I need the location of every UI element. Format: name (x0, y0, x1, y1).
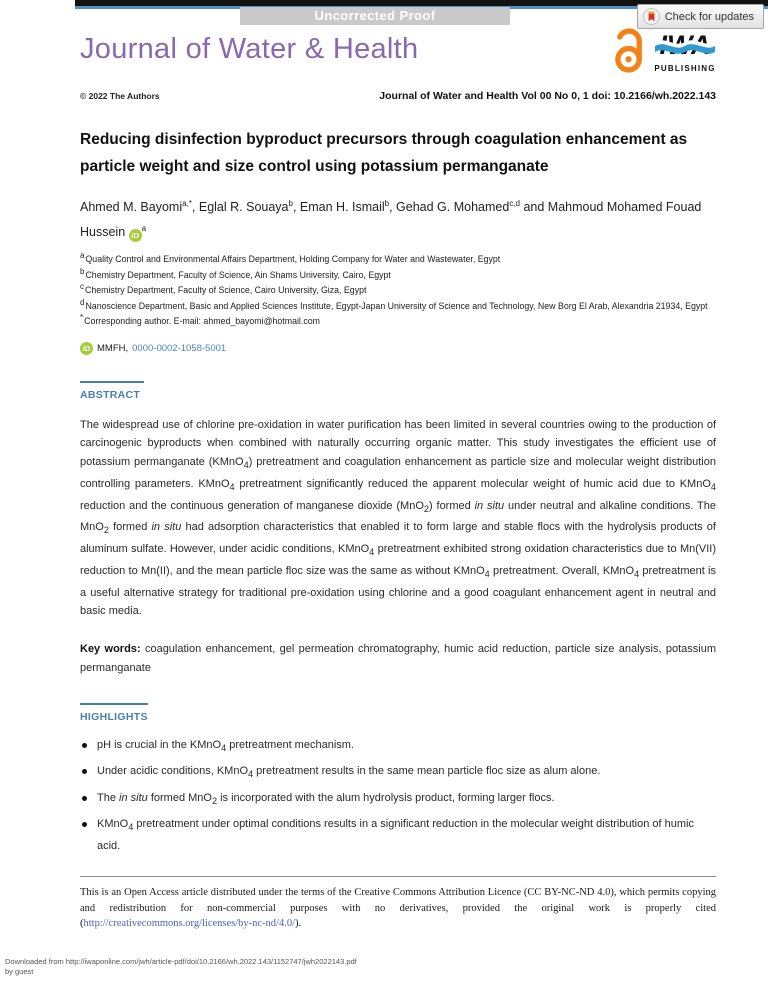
highlight-text: KMnO$_4$ pretreatment under optimal conditions results in a significant reduction in the molecular weight distribution of humic acid. (97, 817, 694, 852)
orcid-icon-label: iD (82, 343, 91, 353)
footer-divider (80, 876, 716, 877)
affiliation-sup: * (80, 313, 84, 323)
journal-title: Journal of Water & Health (80, 33, 419, 65)
keywords-line (80, 640, 716, 677)
publisher-logos (613, 28, 716, 78)
check-for-updates-button[interactable] (637, 4, 764, 29)
authors-names: Ahmed M. Bayomi$^{a,*}$, Eglal R. Souaya$^b$, Eman H. Ismail$^b$, Gehad G. Mohamed$^{c,d}$ and Mahmoud Mohamed Fouad Hussein (80, 199, 702, 240)
highlights-heading: HIGHLIGHTS (80, 703, 148, 723)
authors-line (80, 193, 716, 243)
keywords-label: Key words: (80, 642, 141, 655)
bullet-icon (82, 769, 87, 774)
affiliation-item (80, 312, 716, 328)
highlight-text: pH is crucial in the KMnO$_4$ pretreatment mechanism. (97, 739, 354, 754)
affiliation-item (80, 297, 716, 313)
copyright-row (80, 90, 716, 102)
keywords-text: coagulation enhancement, gel permeation chromatography, humic acid reduction, particle size analysis, potassium permanganate (80, 642, 717, 674)
abstract-section (80, 381, 716, 677)
affiliation-text: Chemistry Department, Faculty of Science, Ain Shams University, Cairo, Egypt (85, 269, 391, 280)
uncorrected-proof-banner: Uncorrected Proof (240, 7, 510, 25)
affiliation-item (80, 250, 716, 266)
orcid-id-link[interactable]: 0000-0002-1058-5001 (132, 342, 227, 354)
affiliation-text: Nanoscience Department, Basic and Applied Sciences Institute, Egypt-Japan University of Science and Technology, New Borg El Arab, Alexandria 21934, Egypt (85, 300, 708, 311)
orcid-initials: MMFH, (97, 342, 129, 354)
article-title: Reducing disinfection byproduct precursors through coagulation enhancement as particle weight and size control using potassium permanganate (80, 131, 688, 175)
download-url: Downloaded from http://iwaponline.com/jwh/article-pdf/doi/10.2166/wh.2022.143/1152747/jwh2022143.pdf (5, 957, 357, 966)
download-watermark (5, 957, 357, 976)
affiliation-text: Quality Control and Environmental Affairs Department, Holding Company for Water and Wastewater, Egypt (85, 254, 501, 265)
abstract-heading: ABSTRACT (80, 381, 144, 401)
highlight-text: The in situ formed MnO$_2$ is incorporated with the alum hydrolysis product, forming larger flocs. (97, 791, 555, 806)
copyright-notice: © 2022 The Authors (80, 91, 160, 101)
iwa-publishing-logo (654, 28, 716, 78)
download-by: by guest (5, 966, 34, 976)
affiliation-item (80, 281, 716, 297)
crossmark-icon (643, 8, 660, 25)
highlight-text: Under acidic conditions, KMnO$_4$ pretreatment results in the same mean particle floc size as alum alone. (97, 765, 601, 780)
iwa-logo-subtext: PUBLISHING (654, 64, 716, 73)
highlight-item (80, 789, 716, 811)
highlights-section (80, 703, 716, 856)
affiliations-list (80, 250, 716, 328)
highlight-item (80, 736, 716, 758)
license-text: This is an Open Access article distributed under the terms of the Creative Commons Attribution Licence (CC BY-NC-ND 4.0), which permits copying and redistribution for non-commercial purposes with no derivatives, provided the original work is properly cited ( (80, 887, 716, 929)
affiliation-sup: d (80, 297, 85, 307)
check-for-updates-label: Check for updates (664, 10, 754, 23)
license-footer (80, 876, 716, 932)
license-suffix: ). (295, 918, 302, 929)
affiliation-sup: b (80, 266, 85, 276)
affiliation-sup: c (80, 282, 84, 292)
affiliation-sup: a (80, 251, 85, 261)
orcid-icon-label: iD (131, 231, 139, 241)
open-access-icon (613, 28, 646, 75)
abstract-text: The widespread use of chlorine pre-oxidation in water purification has been limited in several countries owing to the production of carcinogenic byproducts when combined with naturally occurring organic matter. This study investigates the efficient use of potassium permanganate (KMnO$_4$) pretreatment and coagulation enhancement as particle size and molecular weight distribution controlling parameters. KMnO$_4$ pretreatment significantly reduced the apparent molecular weight of humic acid due to KMnO$_4$ reduction and the continuous generation of manganese dioxide (MnO$_2$) formed in situ under neutral and alkaline conditions. The MnO$_2$ formed in situ had adsorption characteristics that enabled it to form large and stable flocs with the hydrolysis products of aluminum sulfate. However, under acidic conditions, KMnO$_4$ pretreatment exhibited strong oxidation characteristics due to Mn(VII) reduction to Mn(II), and the mean particle floc size was the same as without KMnO$_4$ pretreatment. Overall, KMnO$_4$ pretreatment is a useful alternative strategy for traditional pre-oxidation using chlorine and a good coagulant enhancement agent in neutral and basic media. (80, 418, 717, 618)
affiliation-text: Chemistry Department, Faculty of Science, Cairo University, Giza, Egypt (85, 285, 367, 296)
highlight-item (80, 762, 716, 784)
orcid-icon[interactable] (80, 342, 93, 355)
creative-commons-link[interactable]: http://creativecommons.org/licenses/by-nc-nd/4.0/ (83, 918, 296, 929)
orcid-icon[interactable] (129, 229, 142, 242)
orcid-affiliation-sup: a (141, 224, 147, 234)
affiliation-text: Corresponding author. E-mail: ahmed_bayomi@hotmail.com (84, 316, 320, 327)
bullet-icon (82, 822, 87, 827)
bullet-icon (82, 743, 87, 748)
orcid-line (80, 342, 716, 355)
affiliation-item (80, 266, 716, 282)
citation-doi: Journal of Water and Health Vol 00 No 0, 1 doi: 10.2166/wh.2022.143 (379, 90, 716, 102)
highlight-item (80, 815, 716, 856)
bullet-icon (82, 796, 87, 801)
license-paragraph (80, 885, 716, 932)
highlights-list (80, 736, 716, 856)
